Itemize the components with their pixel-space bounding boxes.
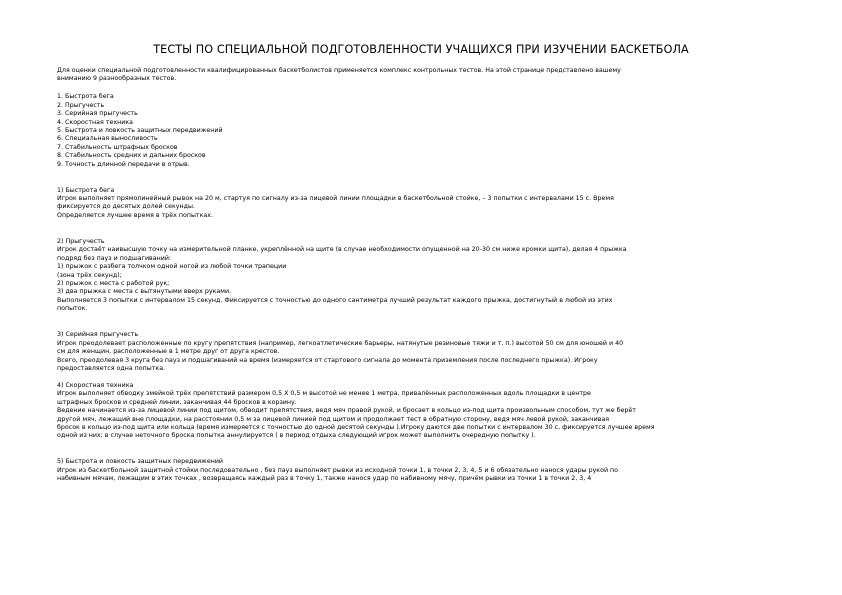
document-title: ТЕСТЫ ПО СПЕЦИАЛЬНОЙ ПОДГОТОВЛЕННОСТИ УЧАЩИХСЯ ПРИ ИЗУЧЕНИИ БАСКЕТБОЛА <box>153 43 689 56</box>
section-serial-jumping <box>57 331 787 373</box>
intro-line: вниманию 9 разнообразных тестов. <box>57 75 177 83</box>
test-list-item: 2. Прыгучесть <box>57 101 105 109</box>
test-list <box>57 93 787 169</box>
section-line: см для женщин, расположенные в 1 метре друг от друга крестов. <box>57 348 280 356</box>
section-line: Игрок из баскетбольной защитной стойки последовательно , без пауз выполняет рывки из исходной точки 1, в точки 2, 3, 4, 5 и 6 обязательно нанося удары рукой по <box>57 466 619 474</box>
test-list-item: 1. Быстрота бега <box>57 93 114 101</box>
test-list-item: 3. Серийная прыгучесть <box>57 110 138 118</box>
intro-line: Для оценки специальной подготовленности квалифицированных баскетболистов применяется комплекс контрольных тестов. На этой странице представлено вашему <box>57 67 621 74</box>
section-line: Выполняется 3 попытки с интервалом 15 секунд. Фиксируется с точностью до одного сантиметра лучший результат каждого прыжка, достигнутый в любой из этих <box>57 296 613 304</box>
section-speed-technique <box>57 382 787 441</box>
section-line: одной из них; в случае неточного броска попытка аннулируется ( в период отдыха следующий игрок может выполнить очередную попытку ). <box>57 432 536 440</box>
section-line: Игрок достаёт наивысшую точку на измерительной планке, укреплённой на щите (в случае необходимости опущенной на 20-30 см ниже кромки щита), делая 4 прыжка <box>57 246 627 254</box>
section-heading: 1) Быстрота бега <box>57 186 115 194</box>
section-line: штрафных бросков и средней линии, заканчивая 44 бросков в корзину. <box>57 398 297 406</box>
section-line: фиксируется до десятых долей секунды. <box>57 203 195 211</box>
test-list-item: 8. Стабильность средних и дальних бросков <box>57 152 206 160</box>
section-line: подряд без пауз и подшагиваний: <box>57 254 172 262</box>
section-heading: 5) Быстрота и ловкость защитных передвижений <box>57 458 224 466</box>
section-heading: 2) Прыгучесть <box>57 237 105 245</box>
document-body <box>57 67 787 484</box>
section-line: 2) прыжок с места с работой рук; <box>57 280 170 287</box>
section-line: попыток. <box>57 305 88 313</box>
section-line: Игрок выполняет обводку змейкой трёх препятствий размером 0,5 Х 0,5 м высотой не менее 1 метра, привалённых расположенных вдоль площадки в центре <box>57 390 591 398</box>
section-line: набивным мячам, лежащим в этих точках , возвращаясь каждый раз в точку 1, также нанося удар по набивному мячу, причём рывки из точки 1 в точки 2, 3, 4 <box>57 475 592 483</box>
section-line: другой мяч, лежащий вне площадки, на расстоянии 0,5 м за лицевой линией под щитом и продолжает тест в обратную сторону, ведя мяч левой рукой, заканчивая <box>57 415 610 423</box>
section-line: 3) два прыжка с места с вытянутыми вверх руками. <box>57 288 232 296</box>
test-list-item: 6. Специальная выносливость <box>57 135 158 143</box>
section-line: (зона трёх секунд); <box>57 271 122 279</box>
section-defensive-movement <box>57 458 787 483</box>
section-line: Ведение начинается из-за лицевой линии под щитом, обводит препятствия, ведя мяч правой рукой, и бросает в кольцо из-под щита произвольным способом, тут же берёт <box>57 407 636 415</box>
section-heading: 3) Серийная прыгучесть <box>57 331 139 339</box>
section-speed <box>57 187 787 221</box>
section-line: 1) прыжок с разбега толчком одной ногой из любой точки трапеции <box>57 263 287 271</box>
section-heading: 4) Скоростная техника <box>57 381 134 389</box>
section-line: Определяется лучшее время в трёх попытках. <box>57 211 213 219</box>
test-list-item: 5. Быстрота и ловкость защитных передвижений <box>57 126 223 134</box>
test-list-item: 9. Точность длинной передачи в отрыв. <box>57 160 190 168</box>
section-line: Игрок преодолевает расположенные по кругу препятствия (например, легкоатлетические барьеры, натянутые резиновые тяжи и т. п.) высотой 50 см для юношей и 40 <box>57 339 624 347</box>
section-line: бросок в кольцо из-под щита или кольца (время измеряется с точностью до одной десятой секунды ).Игроку даются две попытки с интервалом 30 с, фиксируется лучшее время <box>57 423 655 431</box>
test-list-item: 7. Стабильность штрафных бросков <box>57 143 178 151</box>
section-line: предоставляется одна попытка. <box>57 364 166 372</box>
section-line: Всего, преодолевая 3 круга без пауз и подшагиваний на время (измеряется от стартового сигнала до момента приземления после последнего прыжка). Игроку <box>57 356 598 364</box>
test-list-item: 4. Скоростная техника <box>57 118 133 126</box>
section-line: Игрок выполняет прямолинейный рывок на 20 м, стартуя по сигналу из-за лицевой линии площадки в баскетбольной стойке, – 3 попытки с интервалами 15 с. Время <box>57 195 614 203</box>
section-jumping <box>57 238 787 314</box>
